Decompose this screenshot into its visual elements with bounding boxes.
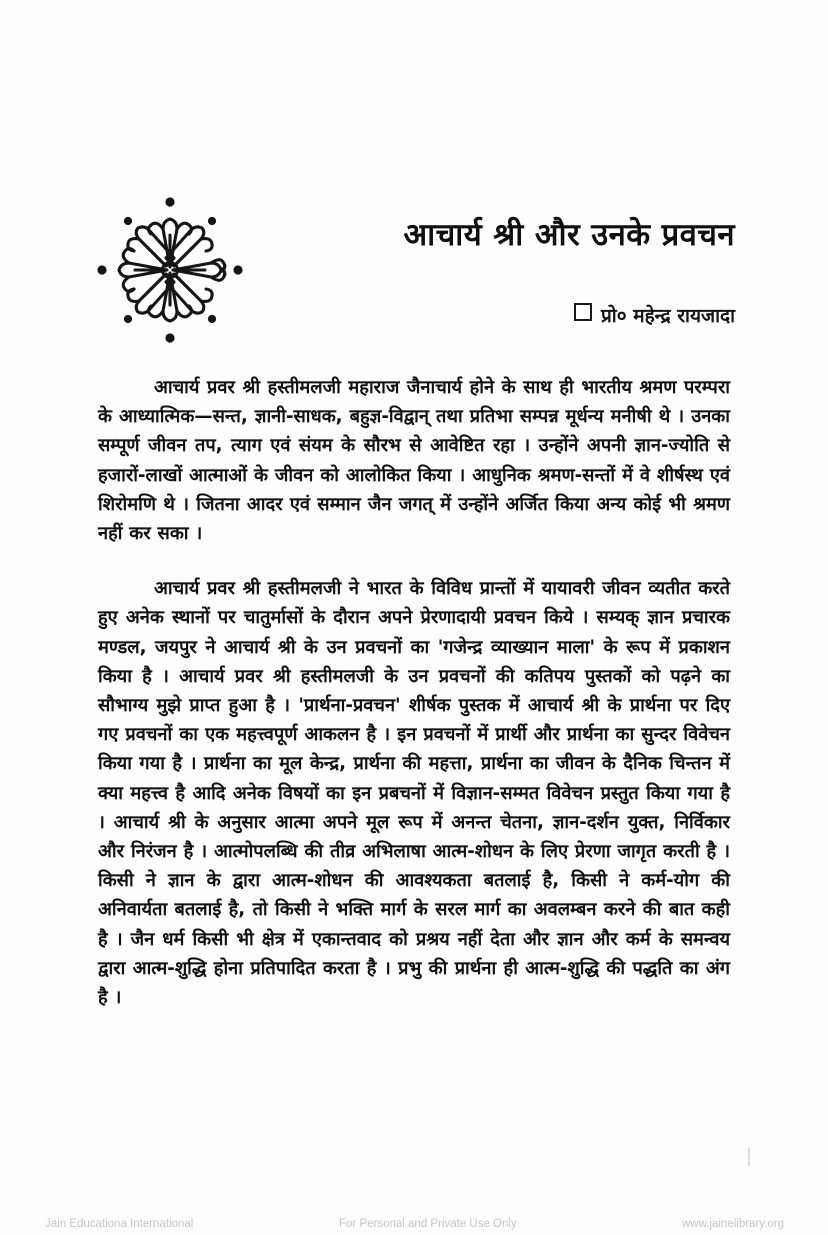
open-square-bullet-icon bbox=[574, 303, 592, 321]
footer-usage-notice: For Personal and Private Use Only bbox=[339, 1218, 517, 1230]
footer-website: www.jainelibrary.org bbox=[681, 1218, 784, 1230]
footer-organization: Jain Educationa International bbox=[45, 1218, 194, 1230]
page-footer bbox=[0, 1218, 828, 1235]
scan-artifact bbox=[748, 1148, 750, 1166]
title-block bbox=[295, 190, 735, 350]
paragraph-2: आचार्य प्रवर श्री हस्तीमलजी ने भारत के विविध प्रान्तों में यायावरी जीवन व्यतीत करते हुए अनेक स्थानों पर चातुर्मासों के दौरान अपने प्रेरणादायी प्रवचन किये । सम्यक् ज्ञान प्रचारक मण्डल, जयपुर ने आचार्य श्री के उन प्रवचनों का 'गजेन्द्र व्याख्यान माला' के रूप में प्रकाशन किया है । आचार्य प्रवर श्री हस्तीमलजी के उन प्रवचनों की कतिपय पुस्तकों को पढ़ने का सौभाग्य मुझे प्राप्त हुआ है । 'प्रार्थना-प्रवचन' शीर्षक पुस्तक में आचार्य श्री के प्रार्थना पर दिए गए प्रवचनों का एक महत्त्वपूर्ण आकलन है । इन प्रवचनों में प्रार्थी और प्रार्थना का सुन्दर विवेचन किया गया है । प्रार्थना का मूल केन्द्र, प्रार्थना की महत्ता, प्रार्थना का जीवन के दैनिक चिन्तन में क्या महत्त्व है आदि अनेक विषयों का इन प्रबचनों में विज्ञान-सम्मत विवेचन प्रस्तुत किया गया है । आचार्य श्री के अनुसार आत्मा अपने मूल रूप में अनन्त चेतना, ज्ञान-दर्शन युक्त, निर्विकार और निरंजन है । आत्मोपलब्धि की तीव्र अभिलाषा आत्म-शोधन के लिए प्रेरणा जागृत करती है । किसी ने ज्ञान के द्वारा आत्म-शोधन की आवश्यकता बतलाई है, किसी ने कर्म-योग की अनिवार्यता बतलाई है, तो किसी ने भक्ति मार्ग के सरल मार्ग का अवलम्बन करने की बात कही है । जैन धर्म किसी भी क्षेत्र में एकान्तवाद को प्रश्रय नहीं देता और ज्ञान और कर्म के समन्वय द्वारा आत्म-शुद्धि होना प्रतिपादित करता है । प्रभु की प्रार्थना ही आत्म-शुद्धि की पद्धति का अंग है । bbox=[98, 578, 730, 1009]
body-text bbox=[98, 373, 730, 1012]
paragraph-1: आचार्य प्रवर श्री हस्तीमलजी महाराज जैनाचार्य होने के साथ ही भारतीय श्रमण परम्परा के आध्यात्मिक—सन्त, ज्ञानी-साधक, बहुज्ञ-विद्वान् तथा प्रतिभा सम्पन्न मूर्धन्य मनीषी थे । उनका सम्पूर्ण जीवन तप, त्याग एवं संयम के सौरभ से आवेष्टित रहा । उन्होंने अपनी ज्ञान-ज्योति से हजारों-लाखों आत्माओं के जीवन को आलोकित किया । आधुनिक श्रमण-सन्तों में वे शीर्षस्थ एवं शिरोमणि थे । जितना आदर एवं सम्मान जैन जगत् में उन्होंने अर्जित किया अन्य कोई भी श्रमण नहीं कर सका । bbox=[98, 377, 730, 545]
author-byline bbox=[295, 302, 735, 328]
page-header bbox=[95, 190, 735, 355]
page-title: आचार्य श्री और उनके प्रवचन bbox=[403, 217, 735, 253]
author-name: प्रो० महेन्द्र रायजादा bbox=[601, 305, 735, 327]
eight-petal-floral-ornament-icon bbox=[95, 195, 245, 345]
